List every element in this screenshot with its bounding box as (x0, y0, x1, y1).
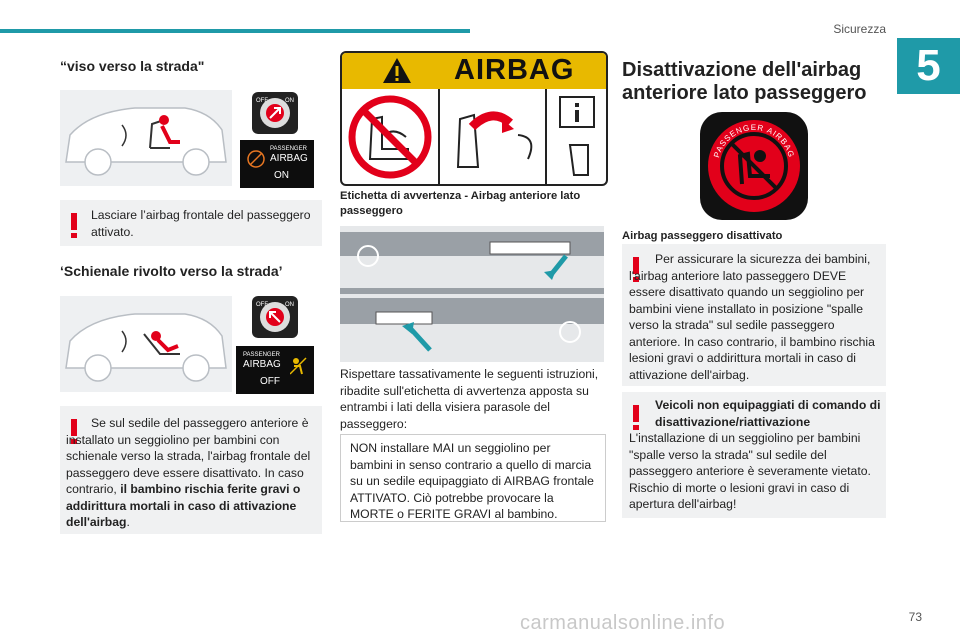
airbag-warning-sticker (340, 51, 608, 186)
section-name: Sicurezza (833, 22, 886, 36)
page-number: 73 (908, 610, 922, 624)
warning-note-keep-active (60, 200, 322, 246)
sticker-caption: Etichetta di avvertenza - Airbag anteriore lato passeggero (340, 190, 581, 217)
exclamation-icon (71, 213, 77, 238)
heading-rear-facing: ‘Schienale rivolto verso la strada’ (60, 263, 283, 279)
passenger-airbag-disabled-icon (700, 112, 808, 220)
airbag-switch-icon-on (252, 92, 298, 134)
label-passenger-text: PASSENGER (243, 352, 280, 358)
watermark: carmanualsonline.info (520, 612, 726, 634)
note-text: L'installazione di un seggiolino per bambini "spalle verso la strada" sul sedile del passeggero anteriore è severamente vietato. Rischio di morte o lesioni gravi in caso di apertura dell'airbag! (629, 431, 871, 511)
instruction-text: Rispettare tassativamente le seguenti istruzioni, ribadite sull'etichetta di avvertenza apposta su entrambi i lati della visiera parasole del passeggero: (340, 367, 599, 431)
note-text: Se sul sedile del passeggero anteriore è installato un seggiolino per bambini con schienale verso la strada, l'airbag frontale del passeggero deve essere disattivato. In caso contrario, il bambino rischia ferite gravi o addirittura mortali in caso di attivazione dell'airbag. (66, 416, 311, 529)
exclamation-icon (633, 405, 639, 430)
sticker-banner (342, 53, 606, 89)
sun-visor-photo (340, 226, 604, 362)
section-title-deactivation: Disattivazione dell'airbag anteriore lato passeggero (622, 59, 867, 104)
airbag-occupant-icon (246, 149, 266, 169)
heading-face-forward: “viso verso la strada" (60, 58, 205, 74)
label-passenger-text: PASSENGER (270, 146, 307, 152)
warning-triangle-icon (382, 57, 412, 84)
sticker-pictograms (342, 89, 606, 184)
label-airbag-text: AIRBAG (270, 153, 308, 164)
label-state-off: OFF (260, 376, 280, 387)
switch-off-label: OFF (256, 302, 268, 308)
warning-note-rear-facing (60, 406, 322, 534)
passenger-airbag-off-label (236, 346, 314, 394)
passenger-airbag-on-label (240, 140, 314, 188)
warning-note-no-switch (622, 392, 886, 518)
airbag-switch-icon-off (252, 296, 298, 338)
switch-off-label: OFF (256, 98, 268, 104)
header-accent-bar (0, 29, 470, 33)
airbag-occupant-icon (290, 356, 308, 376)
car-illustration-rearward (60, 296, 232, 392)
car-illustration-forward (60, 90, 232, 186)
chapter-number: 5 (897, 38, 960, 94)
label-airbag-text: AIRBAG (243, 359, 281, 370)
note-title: Veicoli non equipaggiati di comando di disattivazione/riattivazione (655, 398, 881, 429)
never-install-warning-box: NON installare MAI un seggiolino per bambini in senso contrario a quello di marcia su un sedile equipaggiato di AIRBAG frontale ATTIVATO. Ciò potrebbe provocare la MORTE o FERITE GRAVI al bambino. (340, 434, 606, 522)
warning-note-must-deactivate (622, 244, 886, 386)
switch-on-label: ON (285, 302, 294, 308)
note-text: Per assicurare la sicurezza dei bambini, l'airbag anteriore lato passeggero DEVE essere disattivato quando un seggiolino per bambini viene installato in posizione "spalle verso la strada" sul sedile passeggero anteriore. In caso contrario, il bambino rischia lesioni gravi o addirittura mortali in caso di attivazione dell'airbag. (629, 252, 875, 382)
sticker-airbag-text: AIRBAG (454, 54, 575, 86)
icon-ring-text: PASSENGER AIRBAG (712, 122, 797, 160)
note-text: Lasciare l’airbag frontale del passeggero attivato. (91, 208, 311, 239)
icon-caption: Airbag passeggero disattivato (622, 230, 783, 242)
label-state-on: ON (274, 170, 289, 181)
switch-on-label: ON (285, 98, 294, 104)
